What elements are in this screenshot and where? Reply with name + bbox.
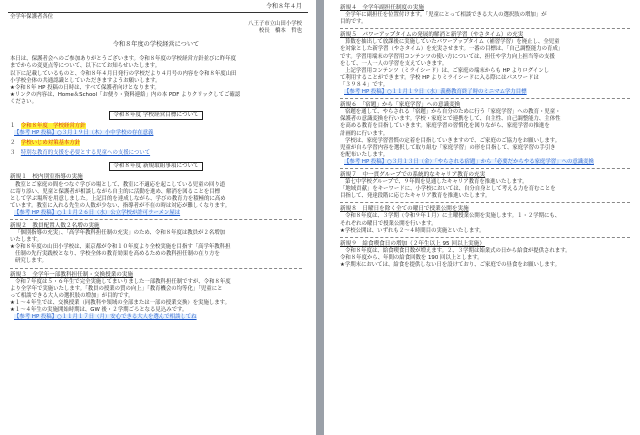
section-line: ★令和８年度の山田小学校は、東京都が令和１０年度より全校実施を目指す「高学年教科担 <box>10 244 231 251</box>
document-title: 令和８年度の学校経営について <box>112 41 200 49</box>
section-line: ★学期末においては、給食を提供しない日を設けており、ご家庭での昼食をお願いします。 <box>340 262 561 268</box>
section-line: 上記学習用コンテンツ（ミライシード）は、ご家庭の端末からも HP よりログインし <box>345 67 550 74</box>
section-line: それぞれの曜日で授業公開を行います。 <box>340 220 437 227</box>
divider <box>340 202 630 203</box>
section-heading: 新規６ 「宿題」から「家庭学習」への意識変換 <box>340 102 461 109</box>
section-new-6 <box>340 102 630 166</box>
section-line: 学校は、家庭学習習慣の定着を目指していきますので、ご家庭のご協力をお願いします。 <box>345 137 561 144</box>
section-line: ★１〜４年生の実施開始時期は、GW 後・２学期ごろとなる見込みです。 <box>10 307 188 313</box>
section-line: 任制の先行実践校となり、学校全体の教育効果を高めるための教科担任制の在り方を <box>15 251 220 258</box>
section-line: 令和８年度は、３学期（令和９年１月）に土曜授業公開を実施します。１・２学期にも、 <box>345 213 561 220</box>
section-line: をして、一人一人の学習を支えていきます。 <box>340 60 448 67</box>
divider <box>340 28 630 29</box>
goal-link[interactable]: 特別な教育的支援を必要とする児童への支援について <box>20 150 151 157</box>
section-new-9 <box>340 241 630 269</box>
hp-link[interactable]: 【参考 HP 投稿】○１１月１９日（水）義務教育終了時のミニマム学力目標 <box>344 89 527 96</box>
section-line: 令和８年度は、給食喫食日数が増えます。２、３学期は始業式の日から給食が提供されます。 <box>345 247 571 254</box>
section-heading: 新規９ 給食喫食日の増加（２年生以上 95 回以上実施） <box>340 240 485 247</box>
intro-line: 本日は、保護者会へのご参加ありがとうございます。令和８年度の学校経営方針並びに昨年度 <box>10 56 236 63</box>
audience-label: 全学年保護者各位 <box>10 14 54 20</box>
section-new-8 <box>340 206 630 234</box>
intro-line: 小学校全体の共通認識としていただきますようお願いします。 <box>10 77 161 84</box>
school-name: 八王子市立山田小学校 <box>248 21 302 28</box>
section-line: 令和８年度から、年間の給食回数を 190 回以上とします。 <box>340 254 483 261</box>
section-heading: 新規３ 全学年一部教科担任制・交換授業の実施 <box>10 271 134 278</box>
section-line: 教室とご家庭の間をつなぐ学びの場として、教室に不適応を起こしている児童の回り道 <box>15 181 226 188</box>
goal-hp-link[interactable]: 【参考 HP 投稿】○３月１９日（木）小中学校の存在意義 <box>14 130 154 137</box>
section-line: 保護者の意識変換を行います。学校・家庭とで連携をして、自主性、自己調整能力、主体性 <box>340 116 561 123</box>
intro-line: ★令和８年 HP 投稿の日時は、すべて保護者向けとなります。 <box>10 84 160 91</box>
hp-link[interactable]: 【参考 HP 投稿】○１１月２６日（水）公立学校が許可ラーメン屋は <box>14 209 181 216</box>
divider <box>340 168 630 169</box>
section-new-7 <box>340 172 630 200</box>
header-rule <box>8 12 308 13</box>
section-heading: 新規２ 教員配置人数２名増の実施 <box>10 222 100 229</box>
section-line: です。学習用端末の学習用コンテンツの使い方については、担任や学力向上担当等の支援 <box>340 53 555 60</box>
section-new-1 <box>10 174 302 217</box>
section-line: て利用することができます。学校 HP よりミライシードに入る際にはパスワードは <box>340 74 539 81</box>
section-heading: 新規８ 日曜日を除く全ての曜日で授業公開を実施 <box>340 206 469 213</box>
section-line: って相談できる大人の選択肢の増加」が目的です。 <box>10 292 134 299</box>
divider <box>340 98 630 99</box>
section-line: ★１〜４年生では、交換授業（同教科や領域の全部または一部の授業交換）を実施します。 <box>10 299 231 306</box>
goal-item-3[interactable]: ３ 特別な教育的支援を必要とする児童への支援について <box>10 150 151 157</box>
section-new-5 <box>340 32 630 96</box>
divider <box>340 237 630 238</box>
date-label: 令和８年４月 <box>265 3 302 10</box>
section-new-4 <box>340 5 630 26</box>
section-line: 宿題を通して、やらされる「宿題」から自分のために行う「家庭学習」への教育・児童・ <box>345 109 561 116</box>
intro-line: ★リンクの内容は、Home＆School「お便り・資料連絡」内の本 PDF よりクリックしてご確認 <box>10 91 241 98</box>
section-line: に寄り添い、児童と保護者が相談しながら自主的に活動を進め、解消を図ることを目標 <box>10 188 221 195</box>
goal-item-2[interactable]: ２ 学校いじめ対策基本方針 <box>10 140 81 147</box>
document-page-left <box>0 0 316 435</box>
intro-line: ください。 <box>10 98 37 105</box>
section-line: を対象とした新学習（やさタイム）を充実させます。一番の目標は、「自己調整能力の育成」 <box>340 46 564 53</box>
section-line: を高める教育を目指していきます。家庭学習の習慣化を図りながら、家庭学習の推進を <box>340 123 550 130</box>
section-line: 研究します。 <box>15 258 47 265</box>
section-line: 目指して、発達段階に応じたキャリア教育を推進いたします。 <box>340 193 491 200</box>
section-line: 全学年に副担任を位置付けます。「児童にとって相談できる大人の選択肢の増加」が <box>345 12 547 19</box>
goals-heading: 令和８年度 学校経営目標について <box>109 111 203 120</box>
intro-block <box>10 56 302 106</box>
new-items-heading: 令和８年度 新規取組事項について <box>109 162 203 171</box>
section-line: として学ぶ場所を用意しました。上記目的を達成しながら、学びの教育力を積極的に高め <box>10 195 226 202</box>
section-line: 「地域貢献」をキーワードに、小学校においては、自分自身として考える力を育むことを <box>340 186 556 193</box>
section-line: 「３９８４」です。 <box>340 81 389 88</box>
divider <box>10 268 302 269</box>
section-line: 第七中学校グループで、９年間を見通したキャリア教育を推進いたします。 <box>345 179 528 186</box>
goal-link[interactable]: 学校いじめ対策基本方針 <box>20 140 81 147</box>
section-line: 令和７年度は５・６年生で完全実施してまいりました一部教科担任制ですが、令和８年度 <box>15 278 231 285</box>
document-page-right <box>324 0 640 435</box>
section-line: 「個別指導の充実」、「高学年教科担任制の充実」のため、令和８年度は教員が２名増加 <box>15 230 226 237</box>
section-line: より全学年で実施いたします。「教員の授業の質の向上」「教育機会の均等化」「児童にと <box>10 285 223 292</box>
hp-link[interactable]: 【参考 HP 投稿】○１１月１７日（月）安心できる大人を選んで相談してね <box>14 314 197 321</box>
section-line: 目的です。 <box>340 19 367 26</box>
section-line: 算数を抽出して放課後に実施していたパワーアップタイム（補習学習）を廃止し、全児童 <box>345 39 560 46</box>
section-new-2 <box>10 223 302 266</box>
section-line: 児童が自ら学習内容を選択して取り組む「家庭学習」の形を目指して、家庭学習の手引き <box>340 144 556 151</box>
hp-link[interactable]: 【参考 HP 投稿】○３月１３日（金）「やらされる宿題」から「必要だからやる家庭学習」への意識変換 <box>344 158 594 165</box>
section-line: いたします。 <box>10 237 42 244</box>
goal-link[interactable]: 令和８年度 学校経営方針 <box>20 123 86 130</box>
section-heading: 新規４ 全学年副担任制度の実施 <box>340 5 424 11</box>
section-new-3 <box>10 272 302 322</box>
goal-item-1[interactable]: １ 令和８年度 学校経営方針 <box>10 123 86 130</box>
section-line: 計画的に行います。 <box>340 130 389 137</box>
principal-name: 校長 橋本 哲也 <box>258 28 302 35</box>
intro-line: までからの変更点等について、以下にてお知らせいたします。 <box>10 63 161 70</box>
section-heading: 新規１ 校内別室指導の実施 <box>10 174 83 181</box>
section-heading: 新規７ 中一貫グループでの系統的なキャリア教育の充実 <box>340 171 486 178</box>
intro-line: 以下に記載しているものと、令和８年４月日発行の学校だより４月号の内容を令和８年度山田 <box>10 70 237 77</box>
divider <box>10 219 302 220</box>
section-heading: 新規５ パワーアップタイムの発展的解消と新学習（やさタイム）の充実 <box>340 32 524 39</box>
section-line: ★学校公開は、いずれも２〜４時間目の実施といたします。 <box>340 227 485 234</box>
section-line: を配布いたします。 <box>340 151 389 158</box>
section-line: ています。教室に入れる先生の人数が少ない、指導者が不在の時は対応が難しくなります。 <box>10 202 231 209</box>
